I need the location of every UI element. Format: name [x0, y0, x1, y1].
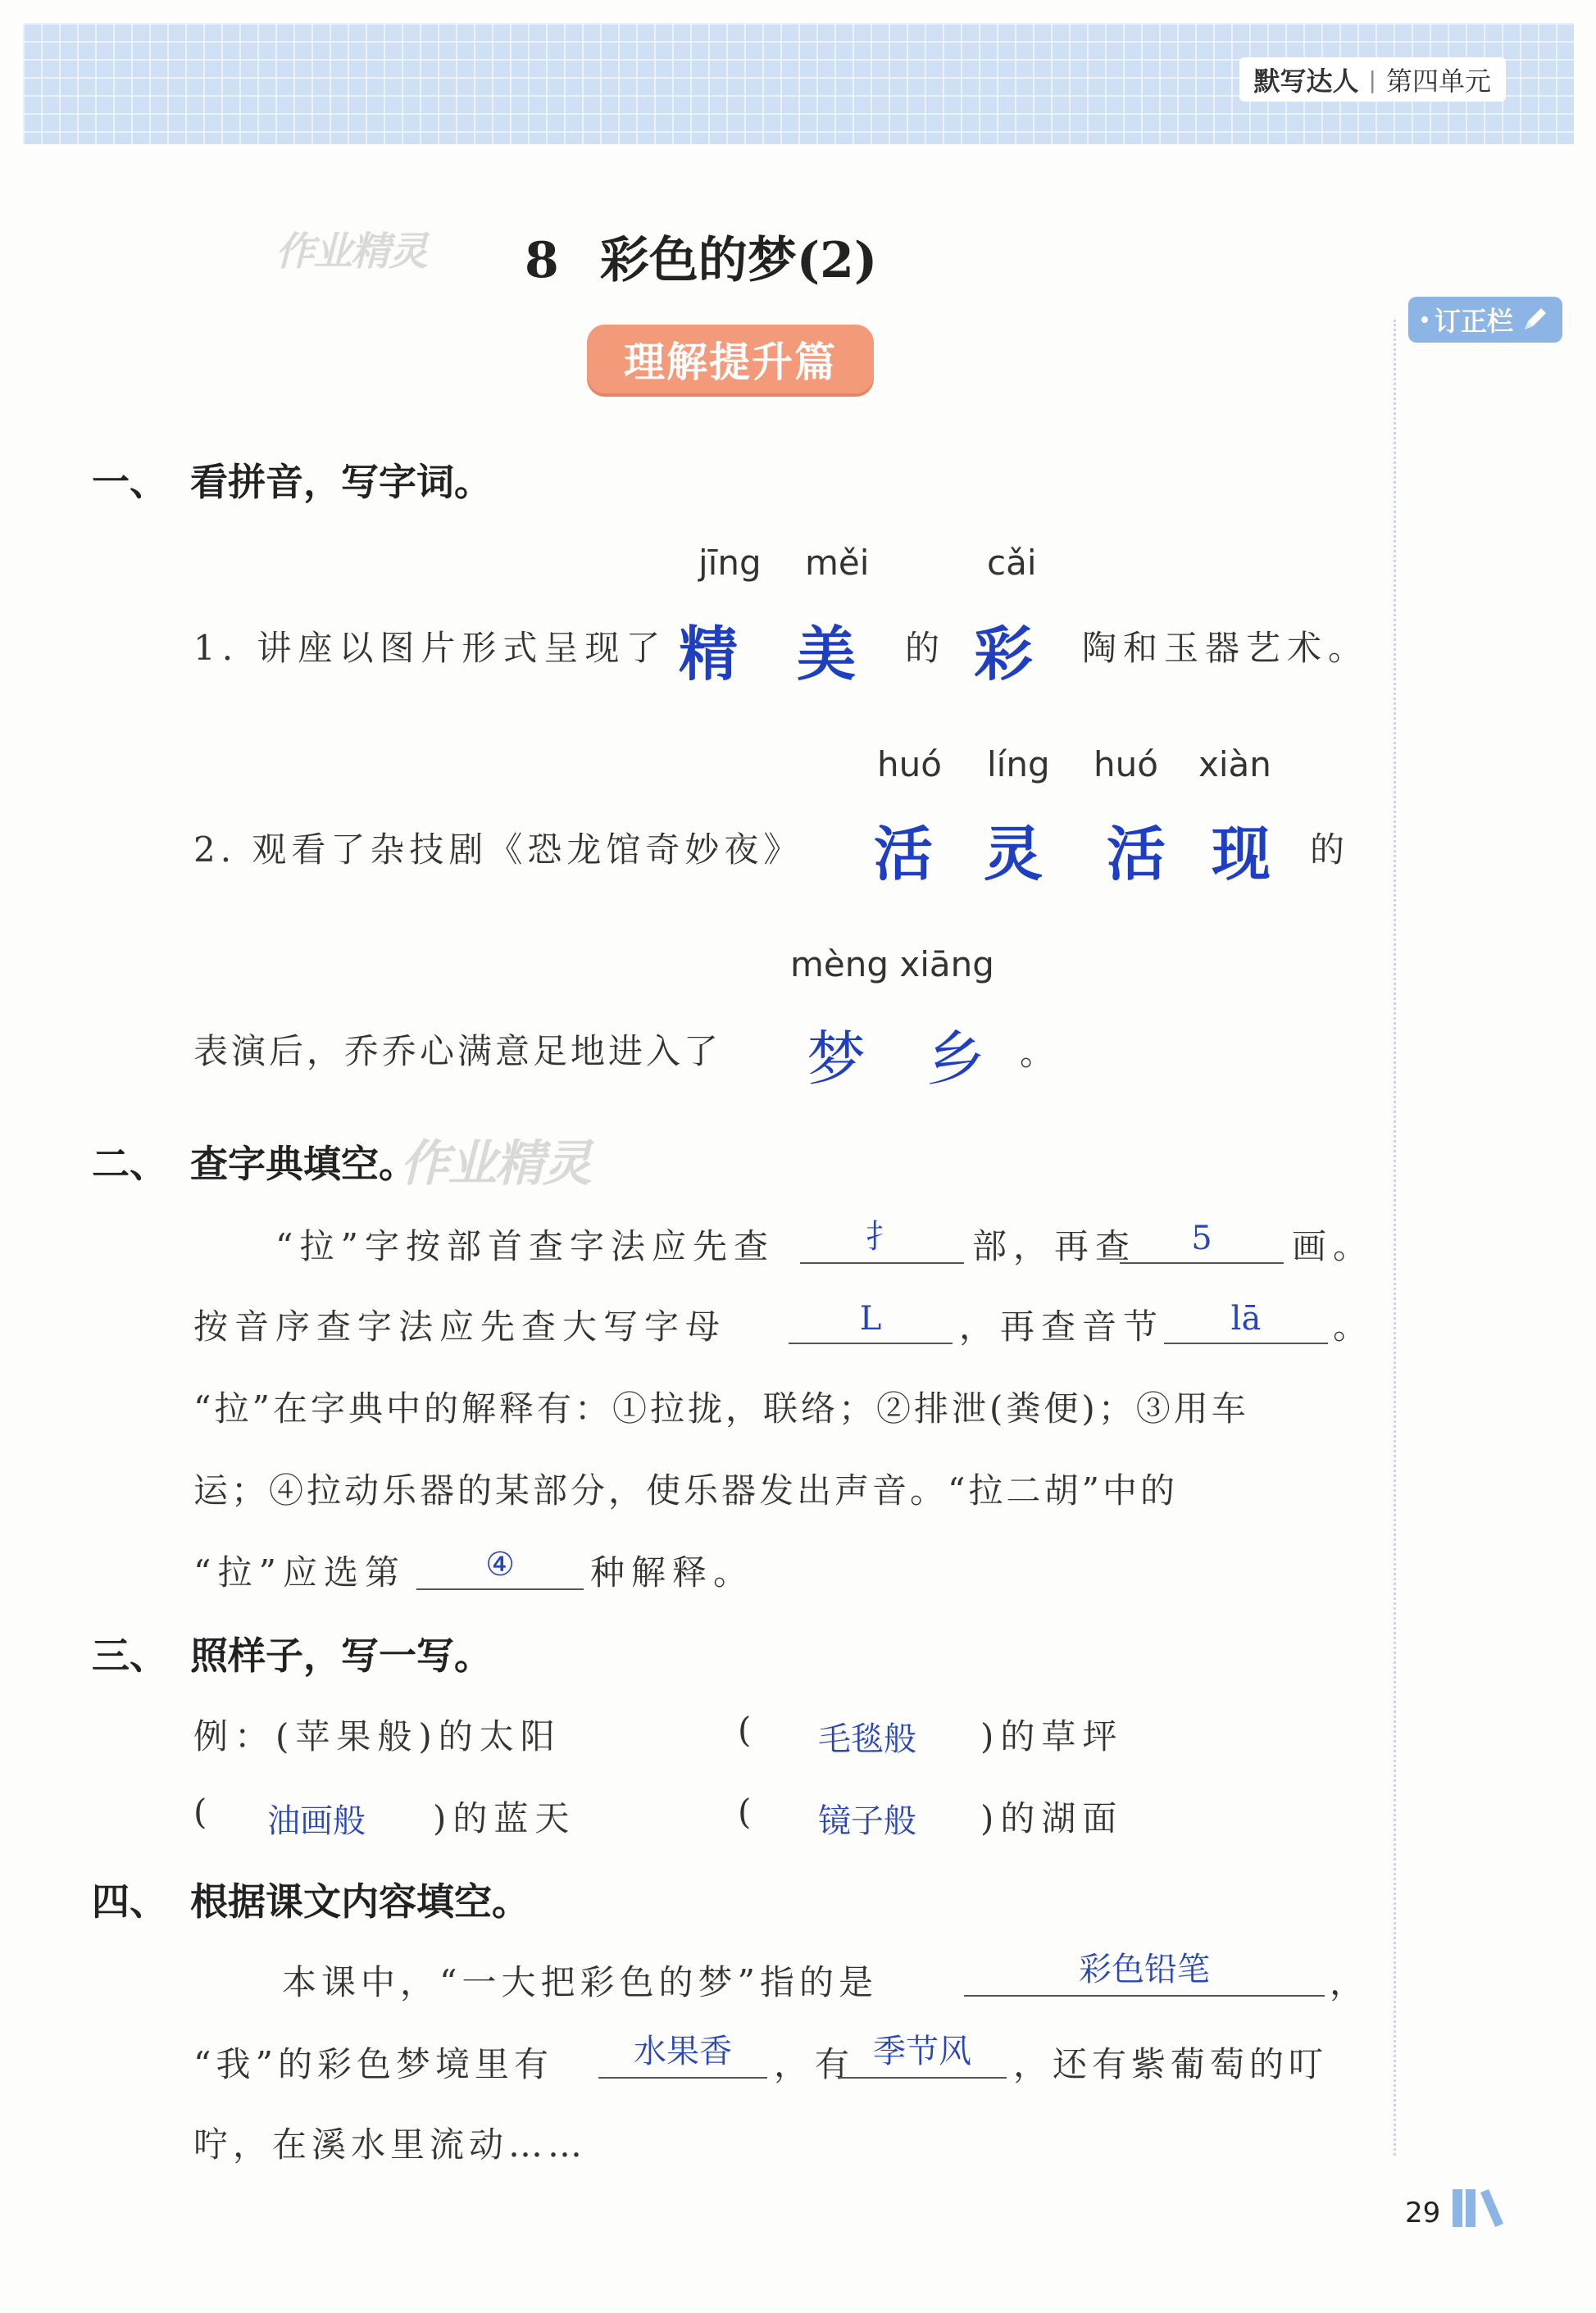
lesson-number: 8 — [525, 232, 559, 289]
q2-line2-prefix: 表演后，乔乔心满意足地进入了 — [193, 1031, 722, 1071]
header-separator: | — [1368, 66, 1376, 93]
watermark-logo-2: 作业精灵 — [400, 1135, 590, 1193]
answer-huo-2: 活 — [1107, 819, 1166, 888]
pinyin-xian: xiàn — [1198, 744, 1271, 784]
section-number: 三、 — [92, 1634, 167, 1678]
pinyin-meng-xiang: mèng xiāng — [790, 944, 994, 984]
section-banner: 理解提升篇 — [587, 325, 874, 393]
section-title: 看拼音，写字词。 — [190, 460, 492, 504]
lesson-name: 彩色的梦(2) — [599, 232, 878, 289]
s4-line2-c: ，还有紫葡萄的叮 — [1013, 2044, 1329, 2084]
s3-suffix-2: )的蓝天 — [433, 1798, 576, 1838]
s3-open-2: ( — [193, 1792, 214, 1832]
s2-line1-a: “拉”字按部首查字法应先查 — [275, 1226, 775, 1266]
answer-strokes: 5 — [1191, 1220, 1212, 1257]
section-2-heading — [92, 1134, 416, 1188]
s3-suffix-3: )的湖面 — [980, 1798, 1124, 1838]
pinyin-jing: jīng — [698, 543, 762, 583]
answer-fruit: 水果香 — [634, 2033, 732, 2070]
answer-xian: 现 — [1212, 819, 1271, 888]
s2-line4: 运；④拉动乐器的某部分，使乐器发出声音。“拉二胡”中的 — [193, 1470, 1178, 1511]
pinyin-ling: líng — [987, 744, 1050, 784]
blank-choice — [416, 1547, 584, 1590]
s2-line5-a: “拉”应选第 — [193, 1552, 406, 1593]
series-label: 默写达人 — [1253, 66, 1359, 97]
s2-line3: “拉”在字典中的解释有：①拉拢，联络；②排泄(粪便)；③用车 — [193, 1388, 1249, 1429]
s3-open-1: ( — [738, 1710, 758, 1750]
answer-radical: 扌 — [866, 1218, 898, 1256]
s3-example: 例：(苹果般)的太阳 — [193, 1716, 562, 1756]
q1-prefix: 1. 讲座以图片形式呈现了 — [193, 628, 667, 668]
s2-line5-b: 种解释。 — [590, 1552, 755, 1593]
answer-syllable: lā — [1230, 1300, 1262, 1338]
section-title: 照样子，写一写。 — [190, 1634, 492, 1678]
answer-maotan: 毛毯般 — [818, 1720, 916, 1758]
pinyin-cai: cǎi — [987, 543, 1037, 583]
pinyin-mei: měi — [805, 543, 870, 583]
section-title: 根据课文内容填空。 — [190, 1879, 530, 1924]
s4-line1-a: 本课中，“一大把彩色的梦”指的是 — [282, 1962, 878, 2002]
correction-column-rule — [1394, 320, 1396, 2156]
blank-letter — [789, 1302, 953, 1344]
q2-prefix: 2. 观看了杂技剧《恐龙馆奇妙夜》 — [193, 829, 803, 870]
s2-line2-b: ，再查音节 — [959, 1306, 1165, 1347]
section-number: 二、 — [92, 1142, 167, 1186]
pencil-icon — [1520, 305, 1549, 334]
answer-choice: ④ — [485, 1546, 515, 1584]
answer-jingzi: 镜子般 — [818, 1802, 916, 1840]
answer-mei: 美 — [797, 619, 857, 688]
q1-suffix: 陶和玉器艺术。 — [1082, 628, 1370, 668]
correction-label: 订正栏 — [1434, 306, 1513, 337]
pinyin-huo-1: huó — [877, 744, 942, 784]
s2-line2-c: 。 — [1333, 1306, 1375, 1347]
s4-line2-a: “我”的彩色梦境里有 — [193, 2044, 553, 2084]
s2-line2-a: 按音序查字法应先查大写字母 — [193, 1306, 727, 1347]
q2-line2-suffix: 。 — [1020, 1033, 1062, 1073]
bullet-icon — [1421, 316, 1428, 323]
blank-pencils — [964, 1951, 1325, 1997]
correction-tag — [1408, 297, 1562, 343]
s2-line1-c: 画。 — [1292, 1226, 1375, 1266]
s2-line1-b: 部，再查 — [972, 1226, 1137, 1266]
answer-pencils: 彩色铅笔 — [1079, 1951, 1210, 1988]
s4-line1-b: ， — [1330, 1962, 1371, 2002]
answer-ling: 灵 — [984, 819, 1044, 888]
s4-line2-b: ，有 — [774, 2044, 857, 2084]
answer-youhua: 油画般 — [267, 1802, 366, 1840]
section-number: 四、 — [92, 1879, 167, 1924]
section-title: 查字典填空。 — [190, 1142, 416, 1186]
watermark-logo: 作业精灵 — [275, 229, 427, 275]
section-4-heading — [92, 1872, 530, 1926]
section-3-heading — [92, 1626, 492, 1680]
section-1-heading — [92, 452, 492, 507]
books-icon — [1451, 2184, 1510, 2230]
blank-strokes — [1120, 1221, 1284, 1264]
pinyin-huo-2: huó — [1094, 744, 1158, 784]
q2-suffix: 的 — [1310, 829, 1352, 870]
blank-fruit — [598, 2033, 767, 2079]
header-tag — [1239, 57, 1506, 102]
s3-open-3: ( — [738, 1792, 758, 1832]
answer-jing: 精 — [679, 619, 739, 688]
section-number: 一、 — [92, 460, 167, 504]
answer-xiang: 乡 — [926, 1025, 986, 1093]
unit-label: 第四单元 — [1385, 66, 1491, 97]
answer-huo-1: 活 — [874, 819, 934, 888]
answer-letter: L — [859, 1300, 882, 1338]
page-number: 29 — [1405, 2197, 1441, 2229]
lesson-title — [525, 221, 877, 292]
s3-suffix-1: )的草坪 — [980, 1716, 1124, 1756]
answer-wind: 季节风 — [873, 2033, 971, 2070]
answer-meng: 梦 — [807, 1025, 866, 1093]
answer-cai: 彩 — [974, 619, 1034, 688]
blank-syllable — [1164, 1302, 1328, 1344]
blank-wind — [838, 2033, 1007, 2079]
s4-line3: 咛，在溪水里流动…… — [193, 2124, 588, 2165]
q1-mid: 的 — [905, 628, 947, 668]
blank-radical — [800, 1218, 964, 1264]
